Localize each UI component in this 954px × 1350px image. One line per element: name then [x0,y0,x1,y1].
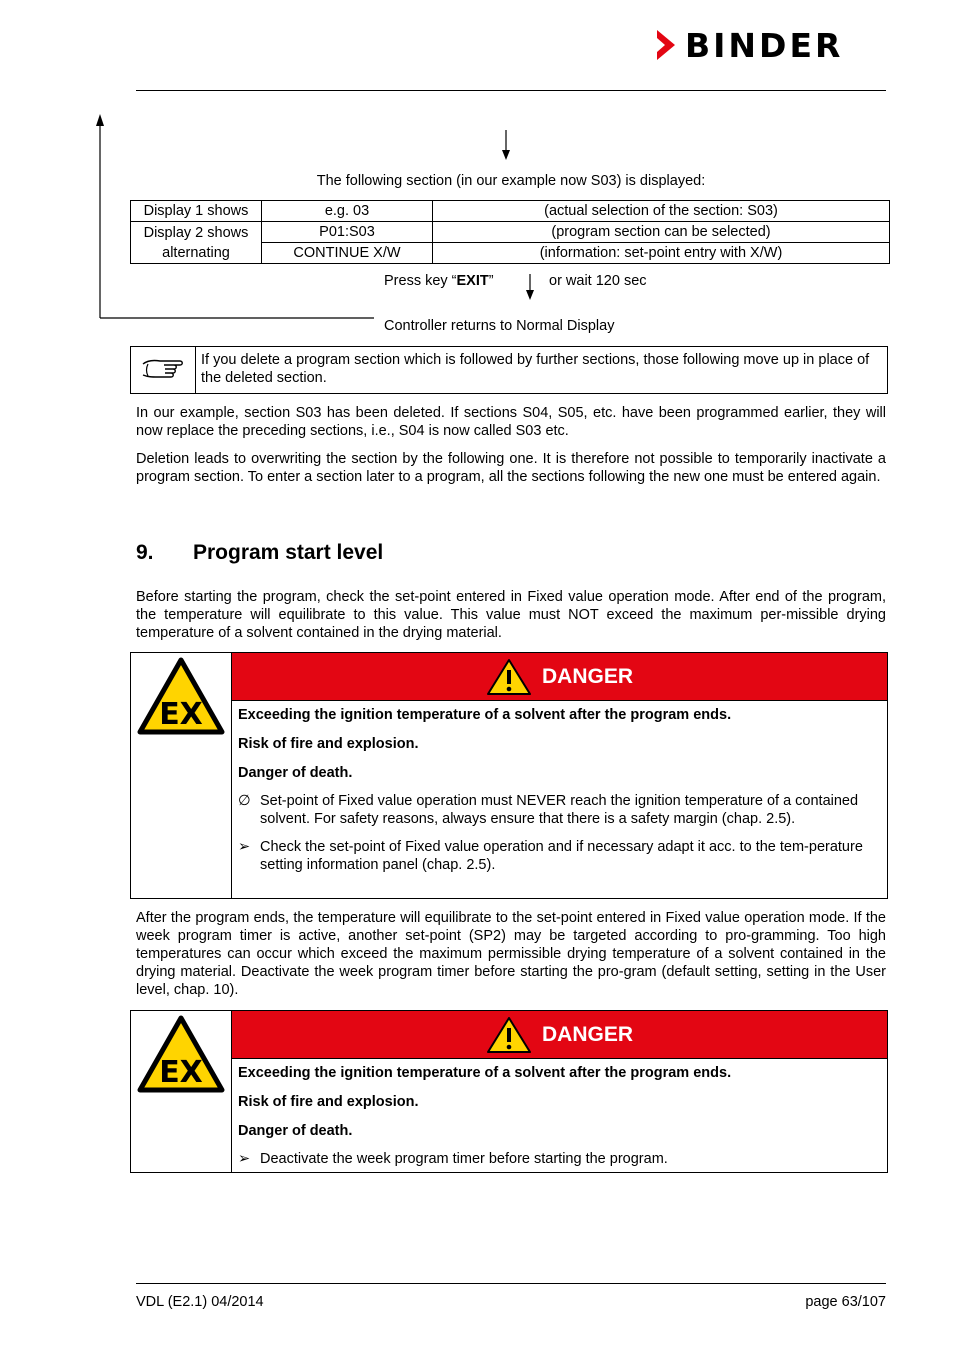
table-cell: (program section can be selected) [433,222,890,243]
danger-box [130,652,888,899]
footer-page-number: page 63/107 [805,1294,886,1310]
brand-name: BINDER [685,25,844,65]
warning-triangle-icon [486,658,532,696]
table-cell: (actual selection of the section: S03) [433,201,890,222]
bullet-text: Check the set-point of Fixed value operation and if necessary adapt it acc. to the tem-perature setting information panel (chap. 2.5). [260,839,863,873]
flow-arrows [0,0,954,340]
svg-text:EX: EX [159,697,203,732]
danger-box [130,1010,888,1173]
wait-text: or wait 120 sec [549,273,647,289]
table-cell: Display 1 shows [131,201,262,222]
paragraph: Deletion leads to overwriting the section by the following one. It is therefore not possible to temporarily inactivate a program section. To enter a section later to a program, all the sections following the new one must be entered again. [136,451,886,485]
arrow-bullet-symbol: ➢ [238,1151,251,1167]
ex-warning-icon [131,653,232,898]
ex-warning-icon [131,1011,232,1172]
footer-rule [136,1283,886,1284]
table-cell: Display 2 shows alternating [131,222,262,264]
danger-label: DANGER [541,1022,633,1046]
table-cell: CONTINUE X/W [262,243,433,264]
section-number: 9. [136,541,154,564]
danger-label: DANGER [541,664,633,688]
danger-line: Exceeding the ignition temperature of a solvent after the program ends. [238,1065,732,1081]
press-key-prefix: Press key “ [384,273,457,289]
note-box [130,346,888,394]
table-row [131,201,890,222]
prohibition-symbol: ∅ [238,793,251,809]
returns-text: Controller returns to Normal Display [384,318,615,334]
bullet-text: Deactivate the week program timer before starting the program. [260,1151,668,1167]
section-heading [136,541,383,565]
paragraph: Before starting the program, check the set-point entered in Fixed value operation mode. After end of the program, the temperature will equilibrate to this value. This value must NOT exceed the maximum per-missible drying temperature of a solvent contained in the drying material. [136,589,886,641]
section-displayed-text: The following section (in our example now S03) is displayed: [316,173,706,189]
footer-doc-id: VDL (E2.1) 04/2014 [136,1294,264,1310]
danger-line: Danger of death. [238,765,353,781]
svg-text:EX: EX [159,1055,203,1090]
paragraph: After the program ends, the temperature will equilibrate to the set-point entered in Fixed value operation mode. If the week program timer is active, another set-point (SP2) may be targeted according to pro-gramming. Too high temperatures can occur which exceed the maximum permissible drying temperature of a solvent contained in the drying material. Deactivate the week program timer before starting the pro-gram (default setting, setting in the User level, chap. 10). [136,910,886,998]
press-key-suffix: ” [488,273,494,289]
note-text: If you delete a program section which is followed by further sections, those following move up in place of the deleted section. [201,352,870,386]
section-title: Program start level [193,541,384,564]
display-table [130,200,890,264]
paragraph: In our example, section S03 has been deleted. If sections S04, S05, etc. have been programmed earlier, they will now replace the preceding sections, i.e., S04 is now called S03 etc. [136,405,886,439]
arrow-bullet-symbol: ➢ [238,839,251,855]
warning-triangle-icon [486,1016,532,1054]
danger-bullet [232,838,887,874]
table-row [131,222,890,243]
table-cell: P01:S03 [262,222,433,243]
table-cell: (information: set-point entry with X/W) [433,243,890,264]
danger-bullet [232,792,887,828]
danger-line: Risk of fire and explosion. [238,736,419,752]
danger-header [232,653,887,701]
danger-line: Danger of death. [238,1123,353,1139]
press-key-text [384,273,494,289]
danger-bullet [232,1150,887,1168]
exit-key-name: EXIT [456,273,489,289]
table-cell: e.g. 03 [262,201,433,222]
bullet-text: Set-point of Fixed value operation must NEVER reach the ignition temperature of a contained solvent. For safety reasons, always ensure that there is a safety margin (chap. 2.5). [260,793,859,827]
danger-header [232,1011,887,1059]
danger-line: Exceeding the ignition temperature of a solvent after the program ends. [238,707,732,723]
danger-line: Risk of fire and explosion. [238,1094,419,1110]
pointing-hand-icon [131,347,196,393]
